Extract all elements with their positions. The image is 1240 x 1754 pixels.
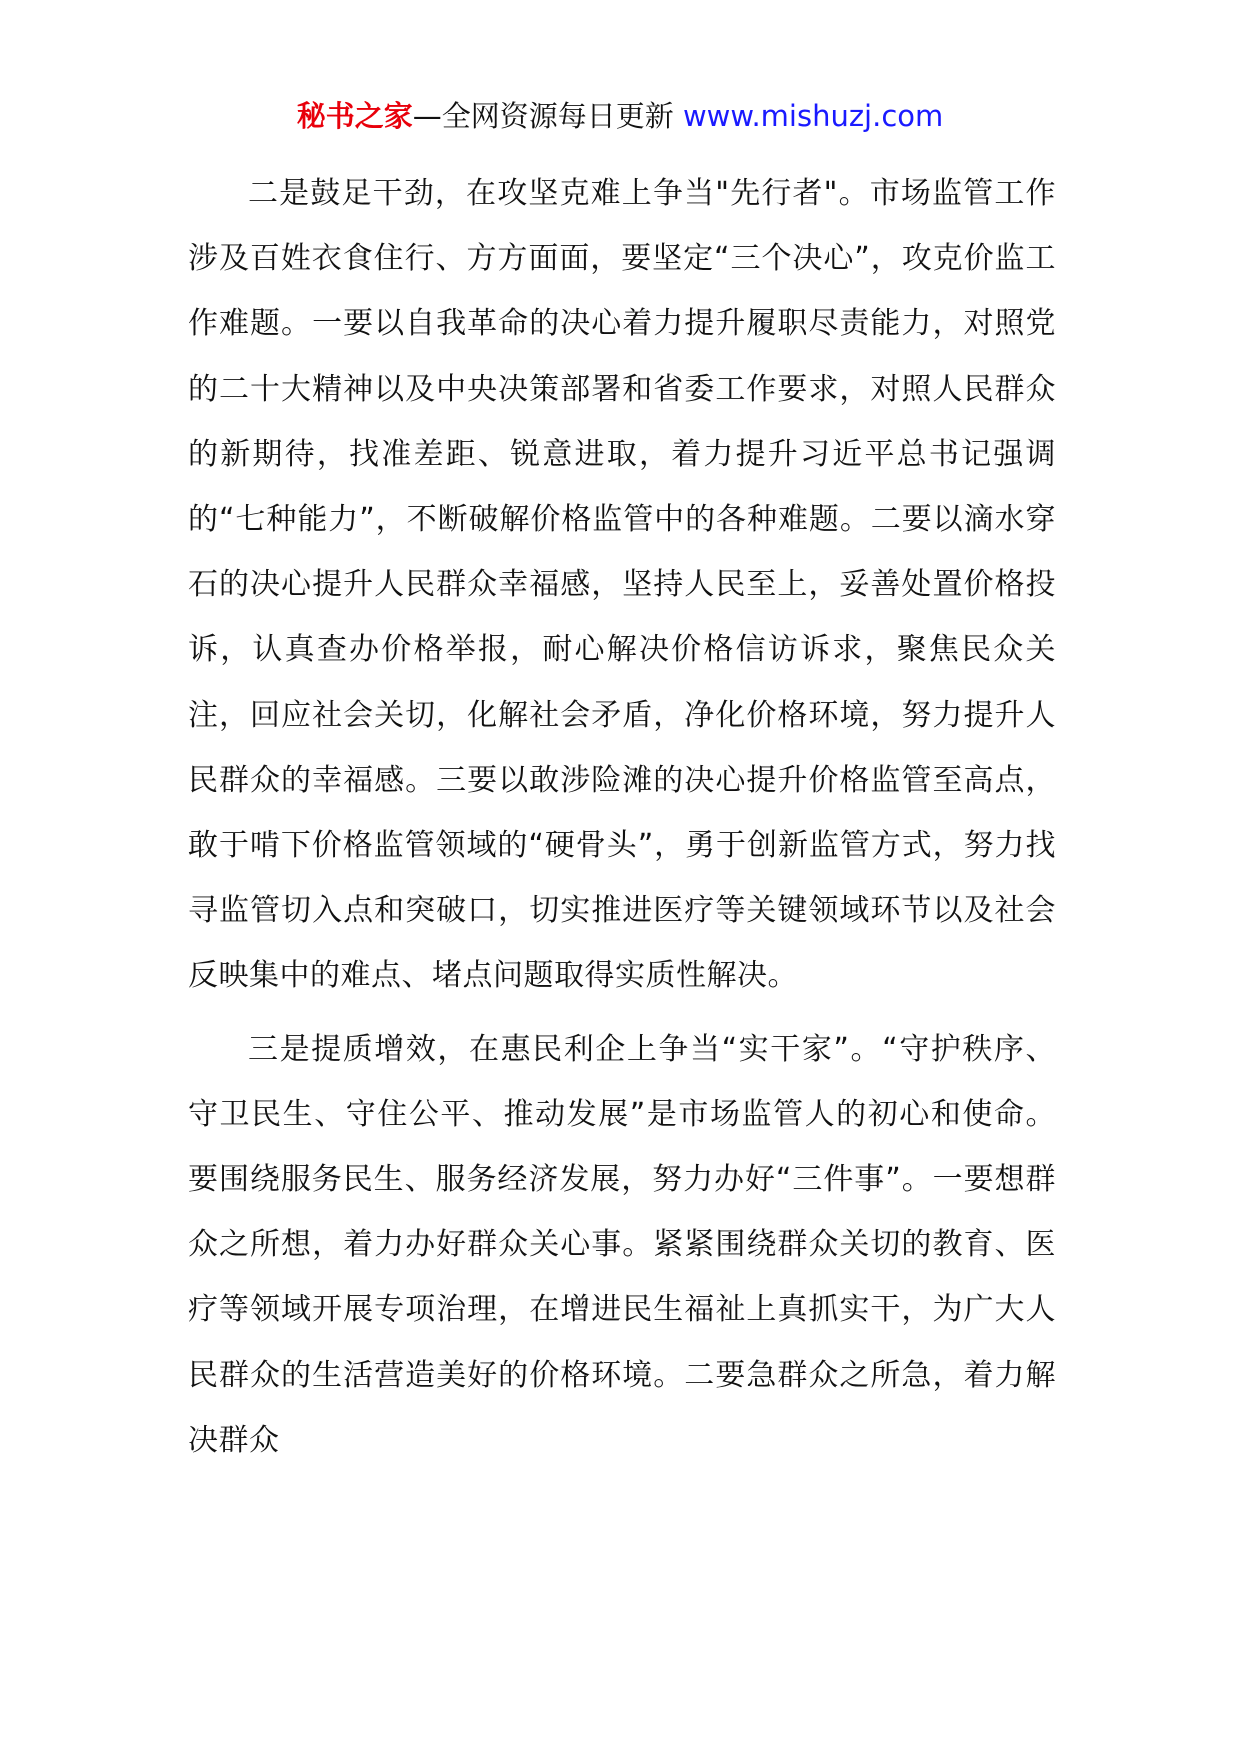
- site-header: [0, 96, 1240, 136]
- brand-name: 秘书之家: [296, 99, 413, 133]
- header-tagline: —全网资源每日更新: [412, 99, 674, 133]
- paragraph-2: 二是鼓足干劲，在攻坚克难上争当"先行者"。市场监管工作涉及百姓衣食住行、方方面面，要坚定“三个决心”，攻克价监工作难题。一要以自我革命的决心着力提升履职尽责能力，对照党的二十大精神以及中央决策部署和省委工作要求，对照人民群众的新期待，找准差距、锐意进取，着力提升习近平总书记强调的“七种能力”，不断破解价格监管中的各种难题。二要以滴水穿石的决心提升人民群众幸福感，坚持人民至上，妥善处置价格投诉，认真查办价格举报，耐心解决价格信访诉求，聚焦民众关注，回应社会关切，化解社会矛盾，净化价格环境，努力提升人民群众的幸福感。三要以敢涉险滩的决心提升价格监管至高点，敢于啃下价格监管领域的“硬骨头”，勇于创新监管方式，努力找寻监管切入点和突破口，切实推进医疗等关键领域环节以及社会反映集中的难点、堵点问题取得实质性解决。: [188, 176, 1056, 994]
- paragraph-3: 三是提质增效，在惠民利企上争当“实干家”。“守护秩序、守卫民生、守住公平、推动发展”是市场监管人的初心和使命。要围绕服务民生、服务经济发展，努力办好“三件事”。一要想群众之所想，着力办好群众关心事。紧紧围绕群众关切的教育、医疗等领域开展专项治理，在增进民生福祉上真抓实干，为广大人民群众的生活营造美好的价格环境。二要急群众之所急，着力解决群众: [188, 1031, 1056, 1458]
- site-url-link[interactable]: www.mishuzj.com: [682, 99, 944, 133]
- document-body: [188, 161, 1056, 1481]
